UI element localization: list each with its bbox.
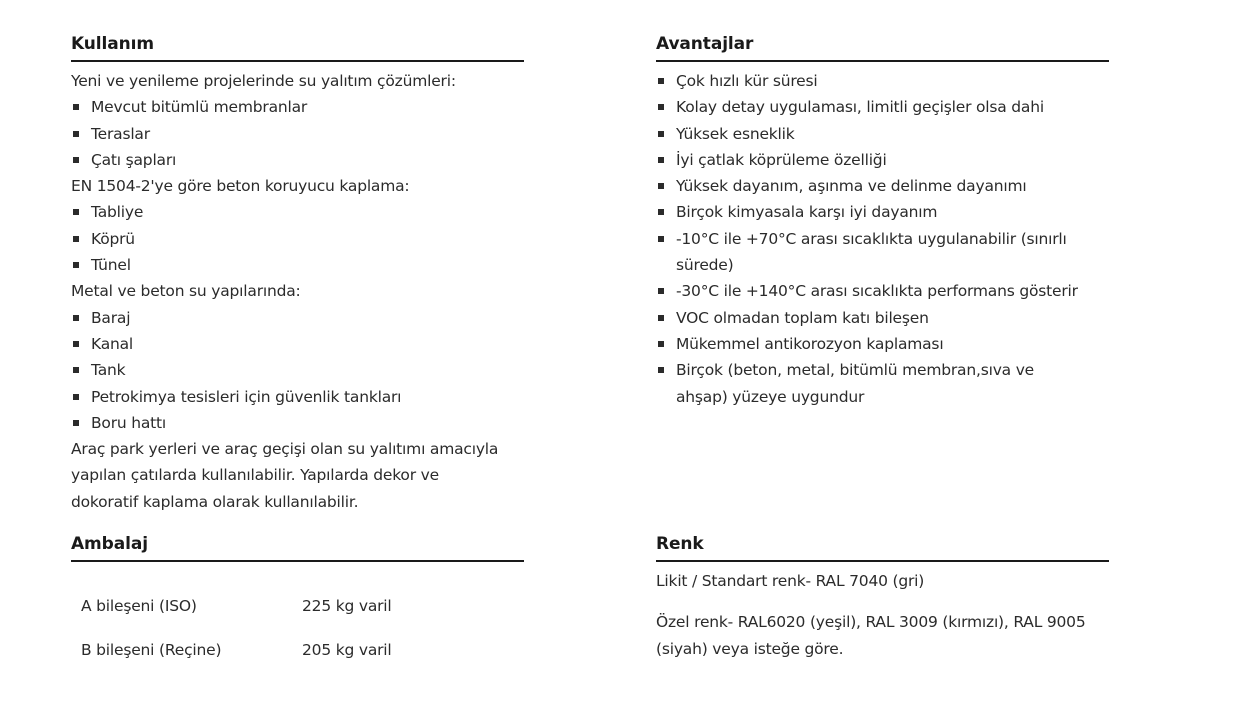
- list-item: -10°C ile +70°C arası sıcaklıkta uygulanabilir (sınırlı sürede): [656, 226, 1109, 279]
- packaging-amount: 205 kg varil: [302, 641, 392, 659]
- color-heading: Renk: [656, 534, 1109, 562]
- usage-intro-3: Metal ve beton su yapılarında:: [71, 282, 301, 301]
- packaging-table: [71, 584, 392, 672]
- list-item: Çok hızlı kür süresi: [656, 68, 1109, 94]
- packaging-component: B bileşeni (Reçine): [81, 641, 222, 659]
- usage-list-2: [71, 199, 524, 278]
- list-item: Mükemmel antikorozyon kaplaması: [656, 331, 1109, 357]
- list-item: Çatı şapları: [71, 147, 524, 173]
- packaging-heading: Ambalaj: [71, 534, 524, 562]
- color-content: [656, 568, 1109, 662]
- usage-footer-text: Araç park yerleri ve araç geçişi olan su yalıtımı amacıyla yapılan çatılarda kullanılabilir. Yapılarda dekor ve dokoratif kaplama olarak kullanılabilir.: [71, 440, 499, 511]
- advantages-content: [656, 68, 1109, 410]
- table-row: [71, 584, 392, 628]
- list-item: Mevcut bitümlü membranlar: [71, 94, 524, 120]
- packaging-amount: 225 kg varil: [302, 597, 392, 615]
- color-custom-text: Özel renk- RAL6020 (yeşil), RAL 3009 (kırmızı), RAL 9005 (siyah) veya isteğe göre.: [656, 613, 1086, 658]
- usage-section: [71, 34, 524, 515]
- list-item: Kolay detay uygulaması, limitli geçişler olsa dahi: [656, 94, 1109, 120]
- list-item: Teraslar: [71, 121, 524, 147]
- packaging-component: A bileşeni (ISO): [81, 597, 197, 615]
- advantages-section: [656, 34, 1109, 410]
- packaging-section: [71, 534, 524, 672]
- usage-list-3: [71, 305, 524, 436]
- list-item: İyi çatlak köprüleme özelliği: [656, 147, 1109, 173]
- list-item: Baraj: [71, 305, 524, 331]
- list-item: Tank: [71, 357, 524, 383]
- list-item: Birçok kimyasala karşı iyi dayanım: [656, 199, 1109, 225]
- table-row: [71, 628, 392, 672]
- advantages-heading: Avantajlar: [656, 34, 1109, 62]
- advantages-list: [656, 68, 1109, 410]
- usage-heading: Kullanım: [71, 34, 524, 62]
- color-section: [656, 534, 1109, 662]
- list-item: -30°C ile +140°C arası sıcaklıkta performans gösterir: [656, 278, 1109, 304]
- list-item: Tünel: [71, 252, 524, 278]
- list-item: Yüksek dayanım, aşınma ve delinme dayanımı: [656, 173, 1109, 199]
- list-item: Petrokimya tesisleri için güvenlik tankları: [71, 384, 524, 410]
- list-item: Birçok (beton, metal, bitümlü membran,sıva ve ahşap) yüzeye uygundur: [656, 357, 1076, 410]
- list-item: VOC olmadan toplam katı bileşen: [656, 305, 1109, 331]
- color-standard-text: Likit / Standart renk- RAL 7040 (gri): [656, 572, 925, 590]
- usage-content: [71, 68, 524, 515]
- list-item: Köprü: [71, 226, 524, 252]
- list-item: Boru hattı: [71, 410, 524, 436]
- usage-intro-1: Yeni ve yenileme projelerinde su yalıtım çözümleri:: [71, 72, 456, 90]
- usage-intro-2: EN 1504-2'ye göre beton koruyucu kaplama:: [71, 177, 410, 196]
- list-item: Yüksek esneklik: [656, 121, 1109, 147]
- list-item: Kanal: [71, 331, 524, 357]
- usage-list-1: [71, 94, 524, 173]
- list-item: Tabliye: [71, 199, 524, 225]
